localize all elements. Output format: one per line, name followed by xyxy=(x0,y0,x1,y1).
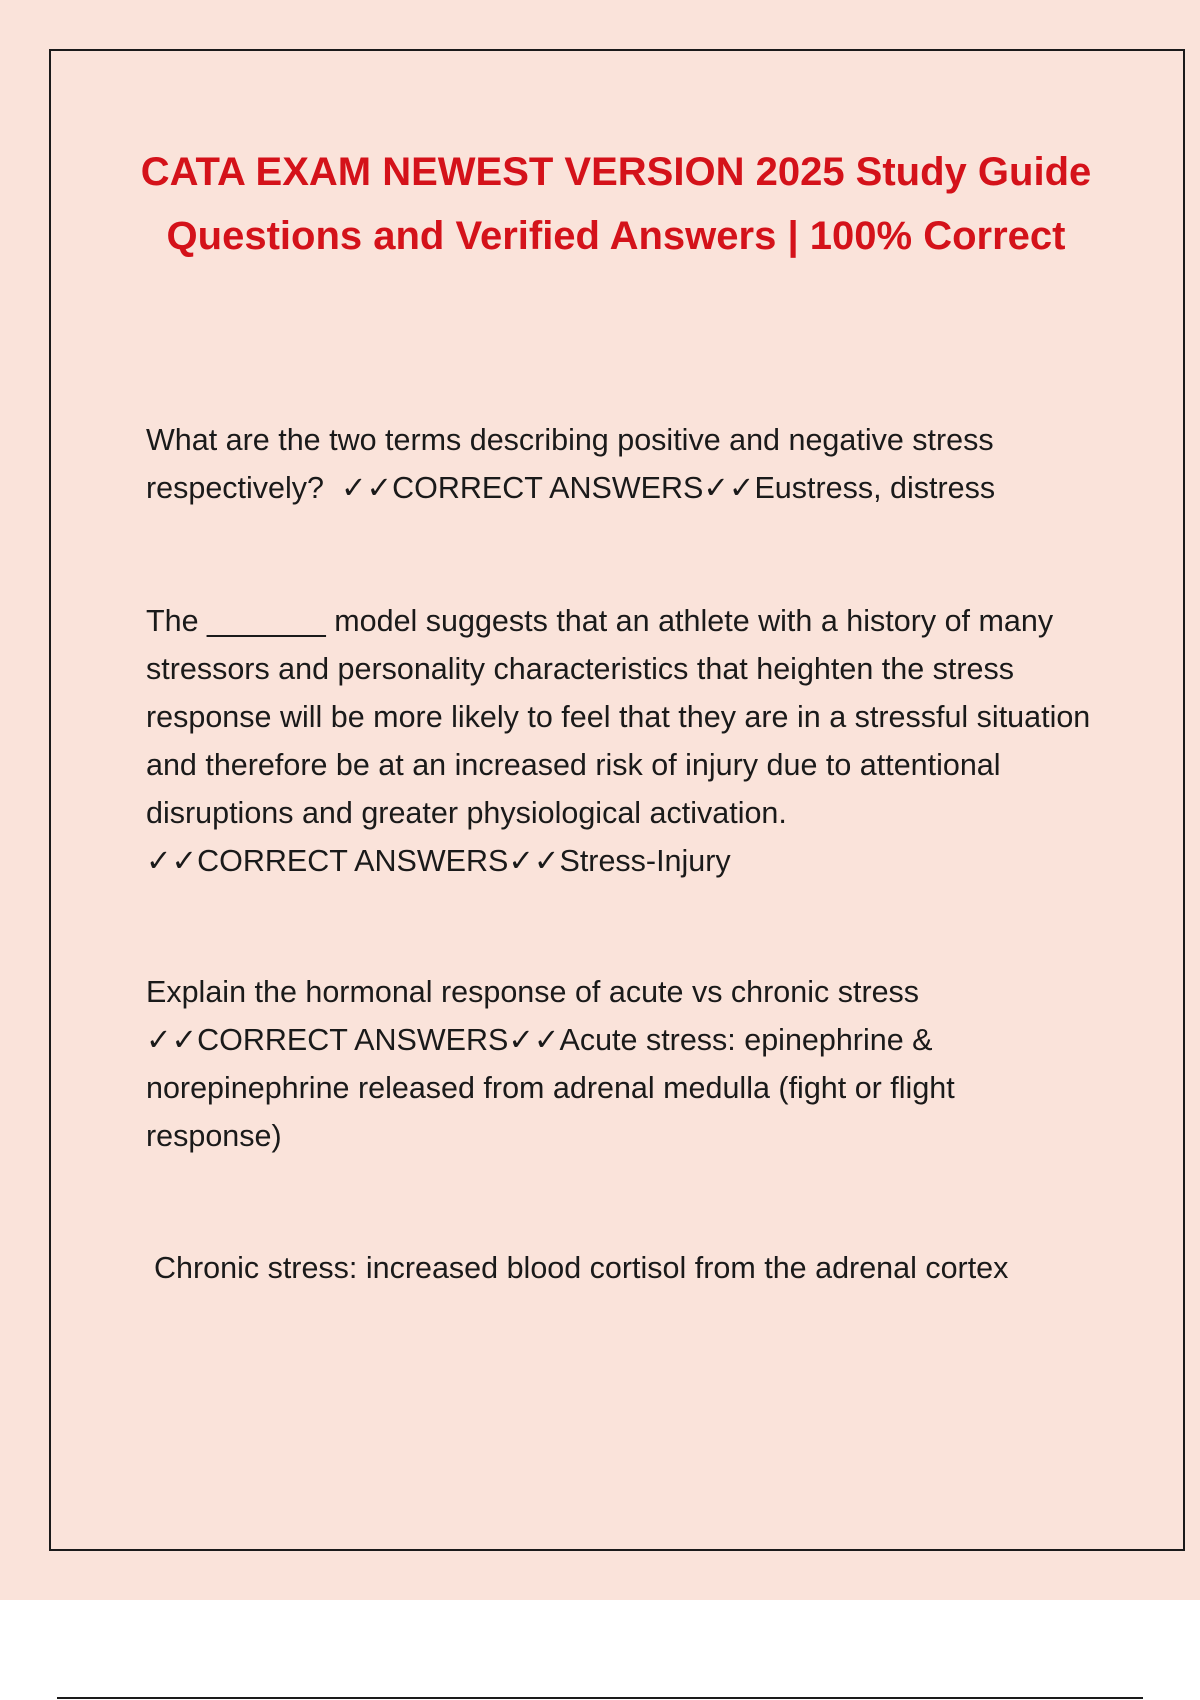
answer-text: Eustress, distress xyxy=(754,471,996,505)
page-divider xyxy=(57,1697,1143,1699)
question-text: What are the two terms describing positive and negative stress respectively? xyxy=(146,423,994,505)
question-text: The _______ model suggests that an athlete with a history of many stressors and personality characteristics that heighten the stress response will be more likely to feel that they are in a stressful situation and therefore be at an increased risk of injury due to attentional disruptions and greater physiological activation. xyxy=(146,604,1091,830)
qa-item xyxy=(146,597,1096,885)
answer-text: Acute stress: epinephrine & norepinephrine released from adrenal medulla (fight or flight response) xyxy=(146,1023,955,1153)
qa-item xyxy=(146,968,1096,1160)
correct-answers-marker: ✓✓CORRECT ANSWERS✓✓ xyxy=(146,1023,560,1057)
question-text: Explain the hormonal response of acute vs chronic stress xyxy=(146,975,920,1009)
qa-item xyxy=(146,416,1096,512)
correct-answers-marker: ✓✓CORRECT ANSWERS✓✓ xyxy=(340,471,755,505)
document-title: CATA EXAM NEWEST VERSION 2025 Study Guide Questions and Verified Answers | 100% Correct xyxy=(140,150,1092,258)
correct-answers-marker: ✓✓CORRECT ANSWERS✓✓ xyxy=(146,844,560,878)
answer-continuation: Chronic stress: increased blood cortisol from the adrenal cortex xyxy=(154,1251,1009,1285)
answer-text: Stress-Injury xyxy=(559,844,731,878)
